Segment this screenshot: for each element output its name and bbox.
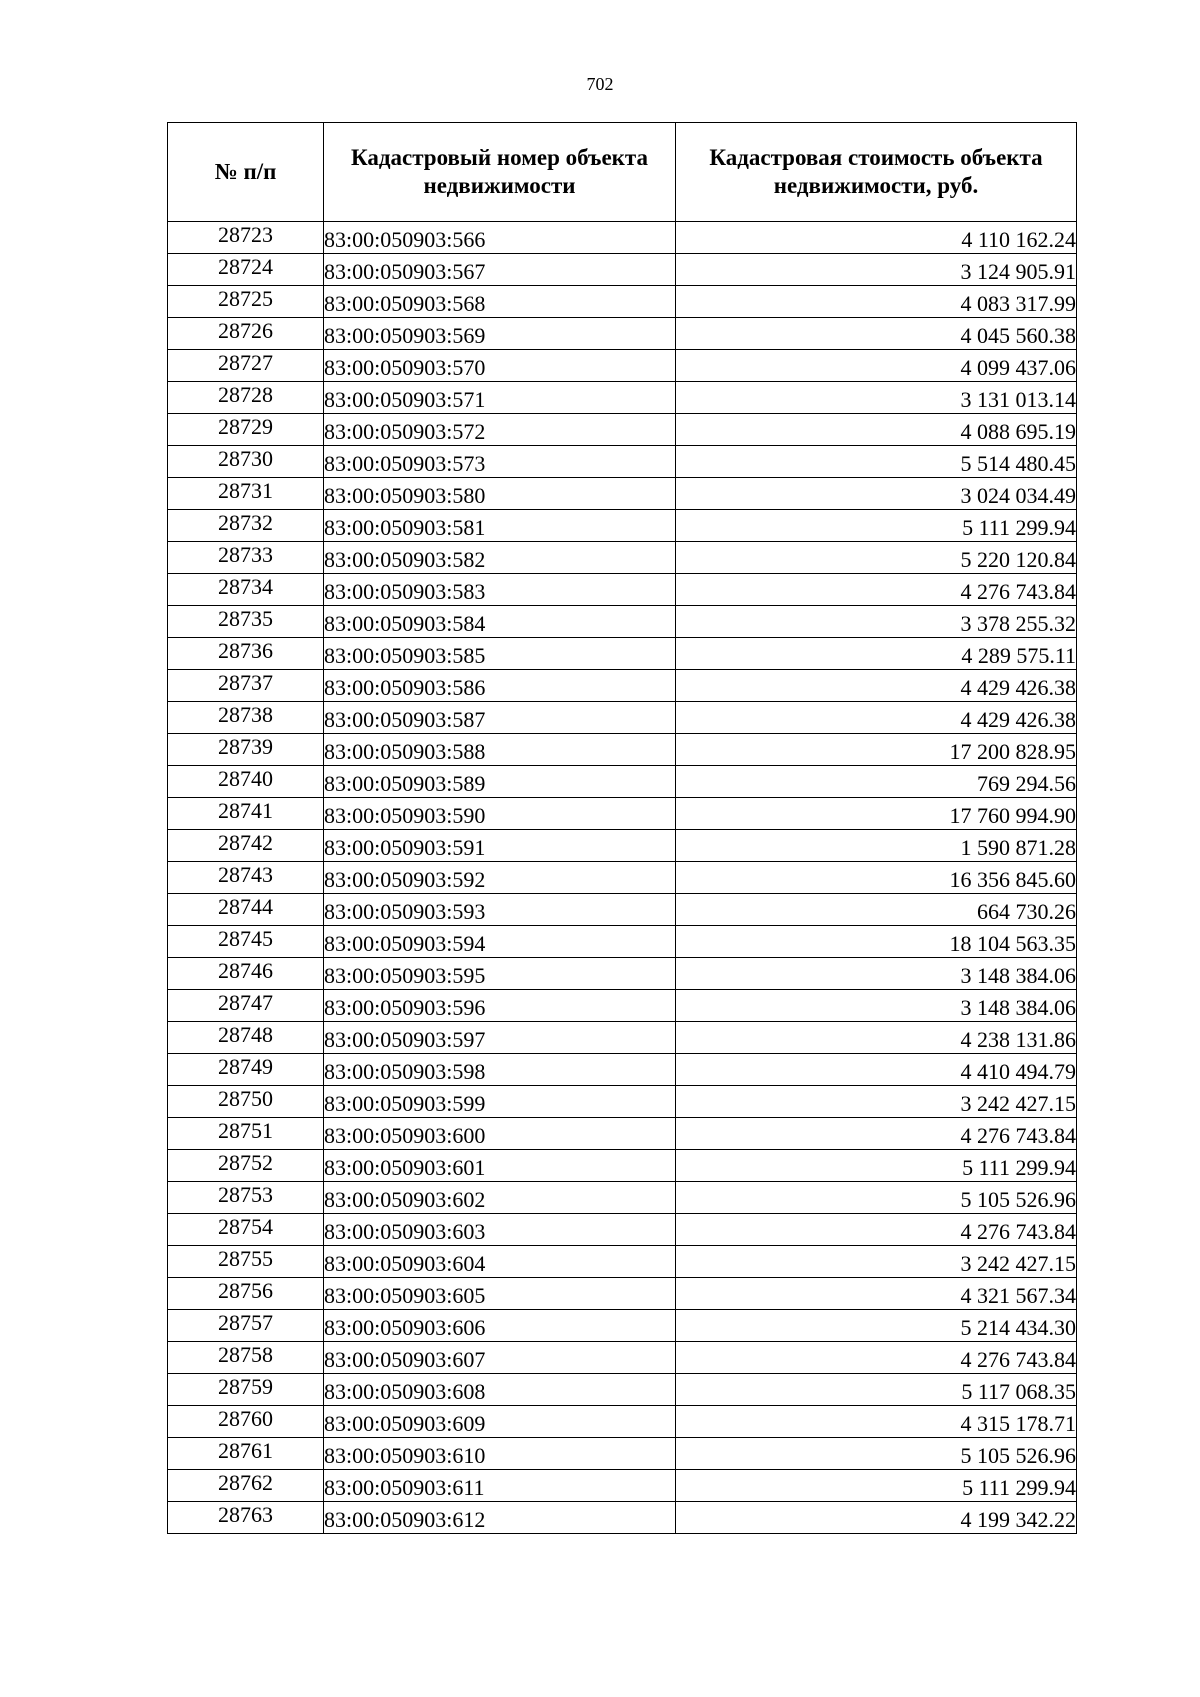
cadastral-number-cell: 83:00:050903:595 [324, 958, 676, 990]
row-number-cell: 28756 [168, 1278, 324, 1310]
row-number-cell: 28730 [168, 446, 324, 478]
table-row [168, 638, 1077, 670]
row-number-cell: 28749 [168, 1054, 324, 1086]
cadastral-value-cell: 3 148 384.06 [676, 990, 1077, 1022]
cadastral-number-cell: 83:00:050903:587 [324, 702, 676, 734]
row-number-cell: 28728 [168, 382, 324, 414]
cadastral-value-cell: 18 104 563.35 [676, 926, 1077, 958]
cadastral-number-cell: 83:00:050903:573 [324, 446, 676, 478]
cadastral-number-cell: 83:00:050903:567 [324, 254, 676, 286]
table-row [168, 798, 1077, 830]
cadastral-number-cell: 83:00:050903:588 [324, 734, 676, 766]
table-row [168, 734, 1077, 766]
table-row [168, 1374, 1077, 1406]
row-number-cell: 28733 [168, 542, 324, 574]
cadastral-number-cell: 83:00:050903:596 [324, 990, 676, 1022]
row-number-cell: 28729 [168, 414, 324, 446]
table-row [168, 1150, 1077, 1182]
row-number-cell: 28762 [168, 1470, 324, 1502]
cadastral-value-cell: 4 238 131.86 [676, 1022, 1077, 1054]
header-cadastral-number: Кадастровый номер объекта недвижимости [324, 123, 676, 222]
cadastral-number-cell: 83:00:050903:569 [324, 318, 676, 350]
row-number-cell: 28724 [168, 254, 324, 286]
table-row [168, 702, 1077, 734]
table-row [168, 1470, 1077, 1502]
cadastral-value-cell: 17 200 828.95 [676, 734, 1077, 766]
table-row [168, 894, 1077, 926]
cadastral-value-cell: 3 024 034.49 [676, 478, 1077, 510]
cadastral-value-cell: 4 045 560.38 [676, 318, 1077, 350]
cadastral-value-cell: 5 220 120.84 [676, 542, 1077, 574]
cadastral-value-cell: 3 124 905.91 [676, 254, 1077, 286]
cadastral-number-cell: 83:00:050903:600 [324, 1118, 676, 1150]
row-number-cell: 28723 [168, 222, 324, 254]
table-row [168, 1246, 1077, 1278]
cadastral-value-cell: 4 429 426.38 [676, 670, 1077, 702]
cadastral-number-cell: 83:00:050903:584 [324, 606, 676, 638]
row-number-cell: 28755 [168, 1246, 324, 1278]
cadastral-number-cell: 83:00:050903:607 [324, 1342, 676, 1374]
table-row [168, 1342, 1077, 1374]
row-number-cell: 28725 [168, 286, 324, 318]
header-cadastral-value: Кадастровая стоимость объекта недвижимости, руб. [676, 123, 1077, 222]
row-number-cell: 28744 [168, 894, 324, 926]
cadastral-value-cell: 4 199 342.22 [676, 1502, 1077, 1534]
cadastral-number-cell: 83:00:050903:582 [324, 542, 676, 574]
cadastral-value-cell: 16 356 845.60 [676, 862, 1077, 894]
row-number-cell: 28752 [168, 1150, 324, 1182]
row-number-cell: 28735 [168, 606, 324, 638]
cadastral-value-cell: 4 429 426.38 [676, 702, 1077, 734]
cadastral-number-cell: 83:00:050903:612 [324, 1502, 676, 1534]
row-number-cell: 28748 [168, 1022, 324, 1054]
table-row [168, 1022, 1077, 1054]
table-row [168, 766, 1077, 798]
table-row [168, 1278, 1077, 1310]
page-number: 702 [586, 74, 614, 94]
cadastral-value-cell: 4 410 494.79 [676, 1054, 1077, 1086]
cadastral-number-cell: 83:00:050903:599 [324, 1086, 676, 1118]
cadastral-number-cell: 83:00:050903:566 [324, 222, 676, 254]
table-row [168, 414, 1077, 446]
cadastral-number-cell: 83:00:050903:589 [324, 766, 676, 798]
cadastral-number-cell: 83:00:050903:610 [324, 1438, 676, 1470]
cadastral-value-cell: 4 276 743.84 [676, 1214, 1077, 1246]
row-number-cell: 28763 [168, 1502, 324, 1534]
row-number-cell: 28736 [168, 638, 324, 670]
cadastral-value-cell: 4 289 575.11 [676, 638, 1077, 670]
cadastral-number-cell: 83:00:050903:602 [324, 1182, 676, 1214]
cadastral-value-cell: 5 111 299.94 [676, 1150, 1077, 1182]
cadastral-number-cell: 83:00:050903:604 [324, 1246, 676, 1278]
row-number-cell: 28739 [168, 734, 324, 766]
row-number-cell: 28760 [168, 1406, 324, 1438]
table-row [168, 1118, 1077, 1150]
table-row [168, 446, 1077, 478]
cadastral-value-cell: 5 105 526.96 [676, 1438, 1077, 1470]
row-number-cell: 28750 [168, 1086, 324, 1118]
table-row [168, 574, 1077, 606]
cadastral-value-cell: 3 378 255.32 [676, 606, 1077, 638]
table-row [168, 990, 1077, 1022]
cadastral-number-cell: 83:00:050903:585 [324, 638, 676, 670]
table-row [168, 222, 1077, 254]
cadastral-value-cell: 3 148 384.06 [676, 958, 1077, 990]
cadastral-value-cell: 4 315 178.71 [676, 1406, 1077, 1438]
cadastral-number-cell: 83:00:050903:601 [324, 1150, 676, 1182]
cadastral-value-cell: 5 514 480.45 [676, 446, 1077, 478]
row-number-cell: 28734 [168, 574, 324, 606]
cadastral-number-cell: 83:00:050903:603 [324, 1214, 676, 1246]
cadastral-number-cell: 83:00:050903:593 [324, 894, 676, 926]
table-row [168, 606, 1077, 638]
table-row [168, 1310, 1077, 1342]
cadastral-value-cell: 3 131 013.14 [676, 382, 1077, 414]
cadastral-number-cell: 83:00:050903:572 [324, 414, 676, 446]
row-number-cell: 28738 [168, 702, 324, 734]
table-row [168, 1438, 1077, 1470]
table-row [168, 1214, 1077, 1246]
table-row [168, 350, 1077, 382]
row-number-cell: 28758 [168, 1342, 324, 1374]
row-number-cell: 28726 [168, 318, 324, 350]
table-row [168, 254, 1077, 286]
cadastral-number-cell: 83:00:050903:586 [324, 670, 676, 702]
row-number-cell: 28759 [168, 1374, 324, 1406]
table-row [168, 1502, 1077, 1534]
row-number-cell: 28761 [168, 1438, 324, 1470]
cadastral-number-cell: 83:00:050903:583 [324, 574, 676, 606]
table-row [168, 670, 1077, 702]
table-row [168, 926, 1077, 958]
header-num: № п/п [168, 123, 324, 222]
cadastral-value-cell: 4 099 437.06 [676, 350, 1077, 382]
row-number-cell: 28751 [168, 1118, 324, 1150]
cadastral-number-cell: 83:00:050903:597 [324, 1022, 676, 1054]
cadastral-value-cell: 5 111 299.94 [676, 510, 1077, 542]
cadastral-value-cell: 5 214 434.30 [676, 1310, 1077, 1342]
cadastral-value-cell: 5 111 299.94 [676, 1470, 1077, 1502]
cadastral-value-cell: 5 117 068.35 [676, 1374, 1077, 1406]
row-number-cell: 28731 [168, 478, 324, 510]
table-body [168, 222, 1077, 1534]
cadastral-value-cell: 4 276 743.84 [676, 1118, 1077, 1150]
cadastral-number-cell: 83:00:050903:570 [324, 350, 676, 382]
cadastral-number-cell: 83:00:050903:598 [324, 1054, 676, 1086]
table-row [168, 286, 1077, 318]
cadastral-value-cell: 664 730.26 [676, 894, 1077, 926]
row-number-cell: 28754 [168, 1214, 324, 1246]
cadastral-value-cell: 4 083 317.99 [676, 286, 1077, 318]
row-number-cell: 28743 [168, 862, 324, 894]
row-number-cell: 28727 [168, 350, 324, 382]
cadastral-number-cell: 83:00:050903:568 [324, 286, 676, 318]
cadastral-value-cell: 3 242 427.15 [676, 1246, 1077, 1278]
table-row [168, 510, 1077, 542]
table-row [168, 958, 1077, 990]
cadastral-value-cell: 4 110 162.24 [676, 222, 1077, 254]
cadastral-number-cell: 83:00:050903:606 [324, 1310, 676, 1342]
cadastral-number-cell: 83:00:050903:580 [324, 478, 676, 510]
table-row [168, 1406, 1077, 1438]
row-number-cell: 28745 [168, 926, 324, 958]
cadastral-value-cell: 1 590 871.28 [676, 830, 1077, 862]
cadastral-value-cell: 3 242 427.15 [676, 1086, 1077, 1118]
table-row [168, 862, 1077, 894]
row-number-cell: 28732 [168, 510, 324, 542]
cadastral-number-cell: 83:00:050903:609 [324, 1406, 676, 1438]
cadastral-number-cell: 83:00:050903:571 [324, 382, 676, 414]
cadastral-value-table [167, 122, 1077, 1534]
table-row [168, 318, 1077, 350]
table-row [168, 1054, 1077, 1086]
row-number-cell: 28742 [168, 830, 324, 862]
cadastral-value-cell: 4 321 567.34 [676, 1278, 1077, 1310]
row-number-cell: 28746 [168, 958, 324, 990]
cadastral-value-cell: 5 105 526.96 [676, 1182, 1077, 1214]
cadastral-value-cell: 17 760 994.90 [676, 798, 1077, 830]
row-number-cell: 28747 [168, 990, 324, 1022]
row-number-cell: 28741 [168, 798, 324, 830]
cadastral-number-cell: 83:00:050903:590 [324, 798, 676, 830]
row-number-cell: 28737 [168, 670, 324, 702]
cadastral-number-cell: 83:00:050903:591 [324, 830, 676, 862]
table-row [168, 1086, 1077, 1118]
cadastral-value-cell: 769 294.56 [676, 766, 1077, 798]
cadastral-number-cell: 83:00:050903:592 [324, 862, 676, 894]
cadastral-value-cell: 4 088 695.19 [676, 414, 1077, 446]
cadastral-number-cell: 83:00:050903:611 [324, 1470, 676, 1502]
cadastral-value-cell: 4 276 743.84 [676, 574, 1077, 606]
table-row [168, 382, 1077, 414]
table-header-row [168, 123, 1077, 222]
row-number-cell: 28740 [168, 766, 324, 798]
table-row [168, 1182, 1077, 1214]
table-row [168, 830, 1077, 862]
cadastral-number-cell: 83:00:050903:605 [324, 1278, 676, 1310]
cadastral-value-cell: 4 276 743.84 [676, 1342, 1077, 1374]
table-row [168, 542, 1077, 574]
row-number-cell: 28757 [168, 1310, 324, 1342]
table-row [168, 478, 1077, 510]
cadastral-number-cell: 83:00:050903:594 [324, 926, 676, 958]
cadastral-number-cell: 83:00:050903:581 [324, 510, 676, 542]
row-number-cell: 28753 [168, 1182, 324, 1214]
cadastral-number-cell: 83:00:050903:608 [324, 1374, 676, 1406]
